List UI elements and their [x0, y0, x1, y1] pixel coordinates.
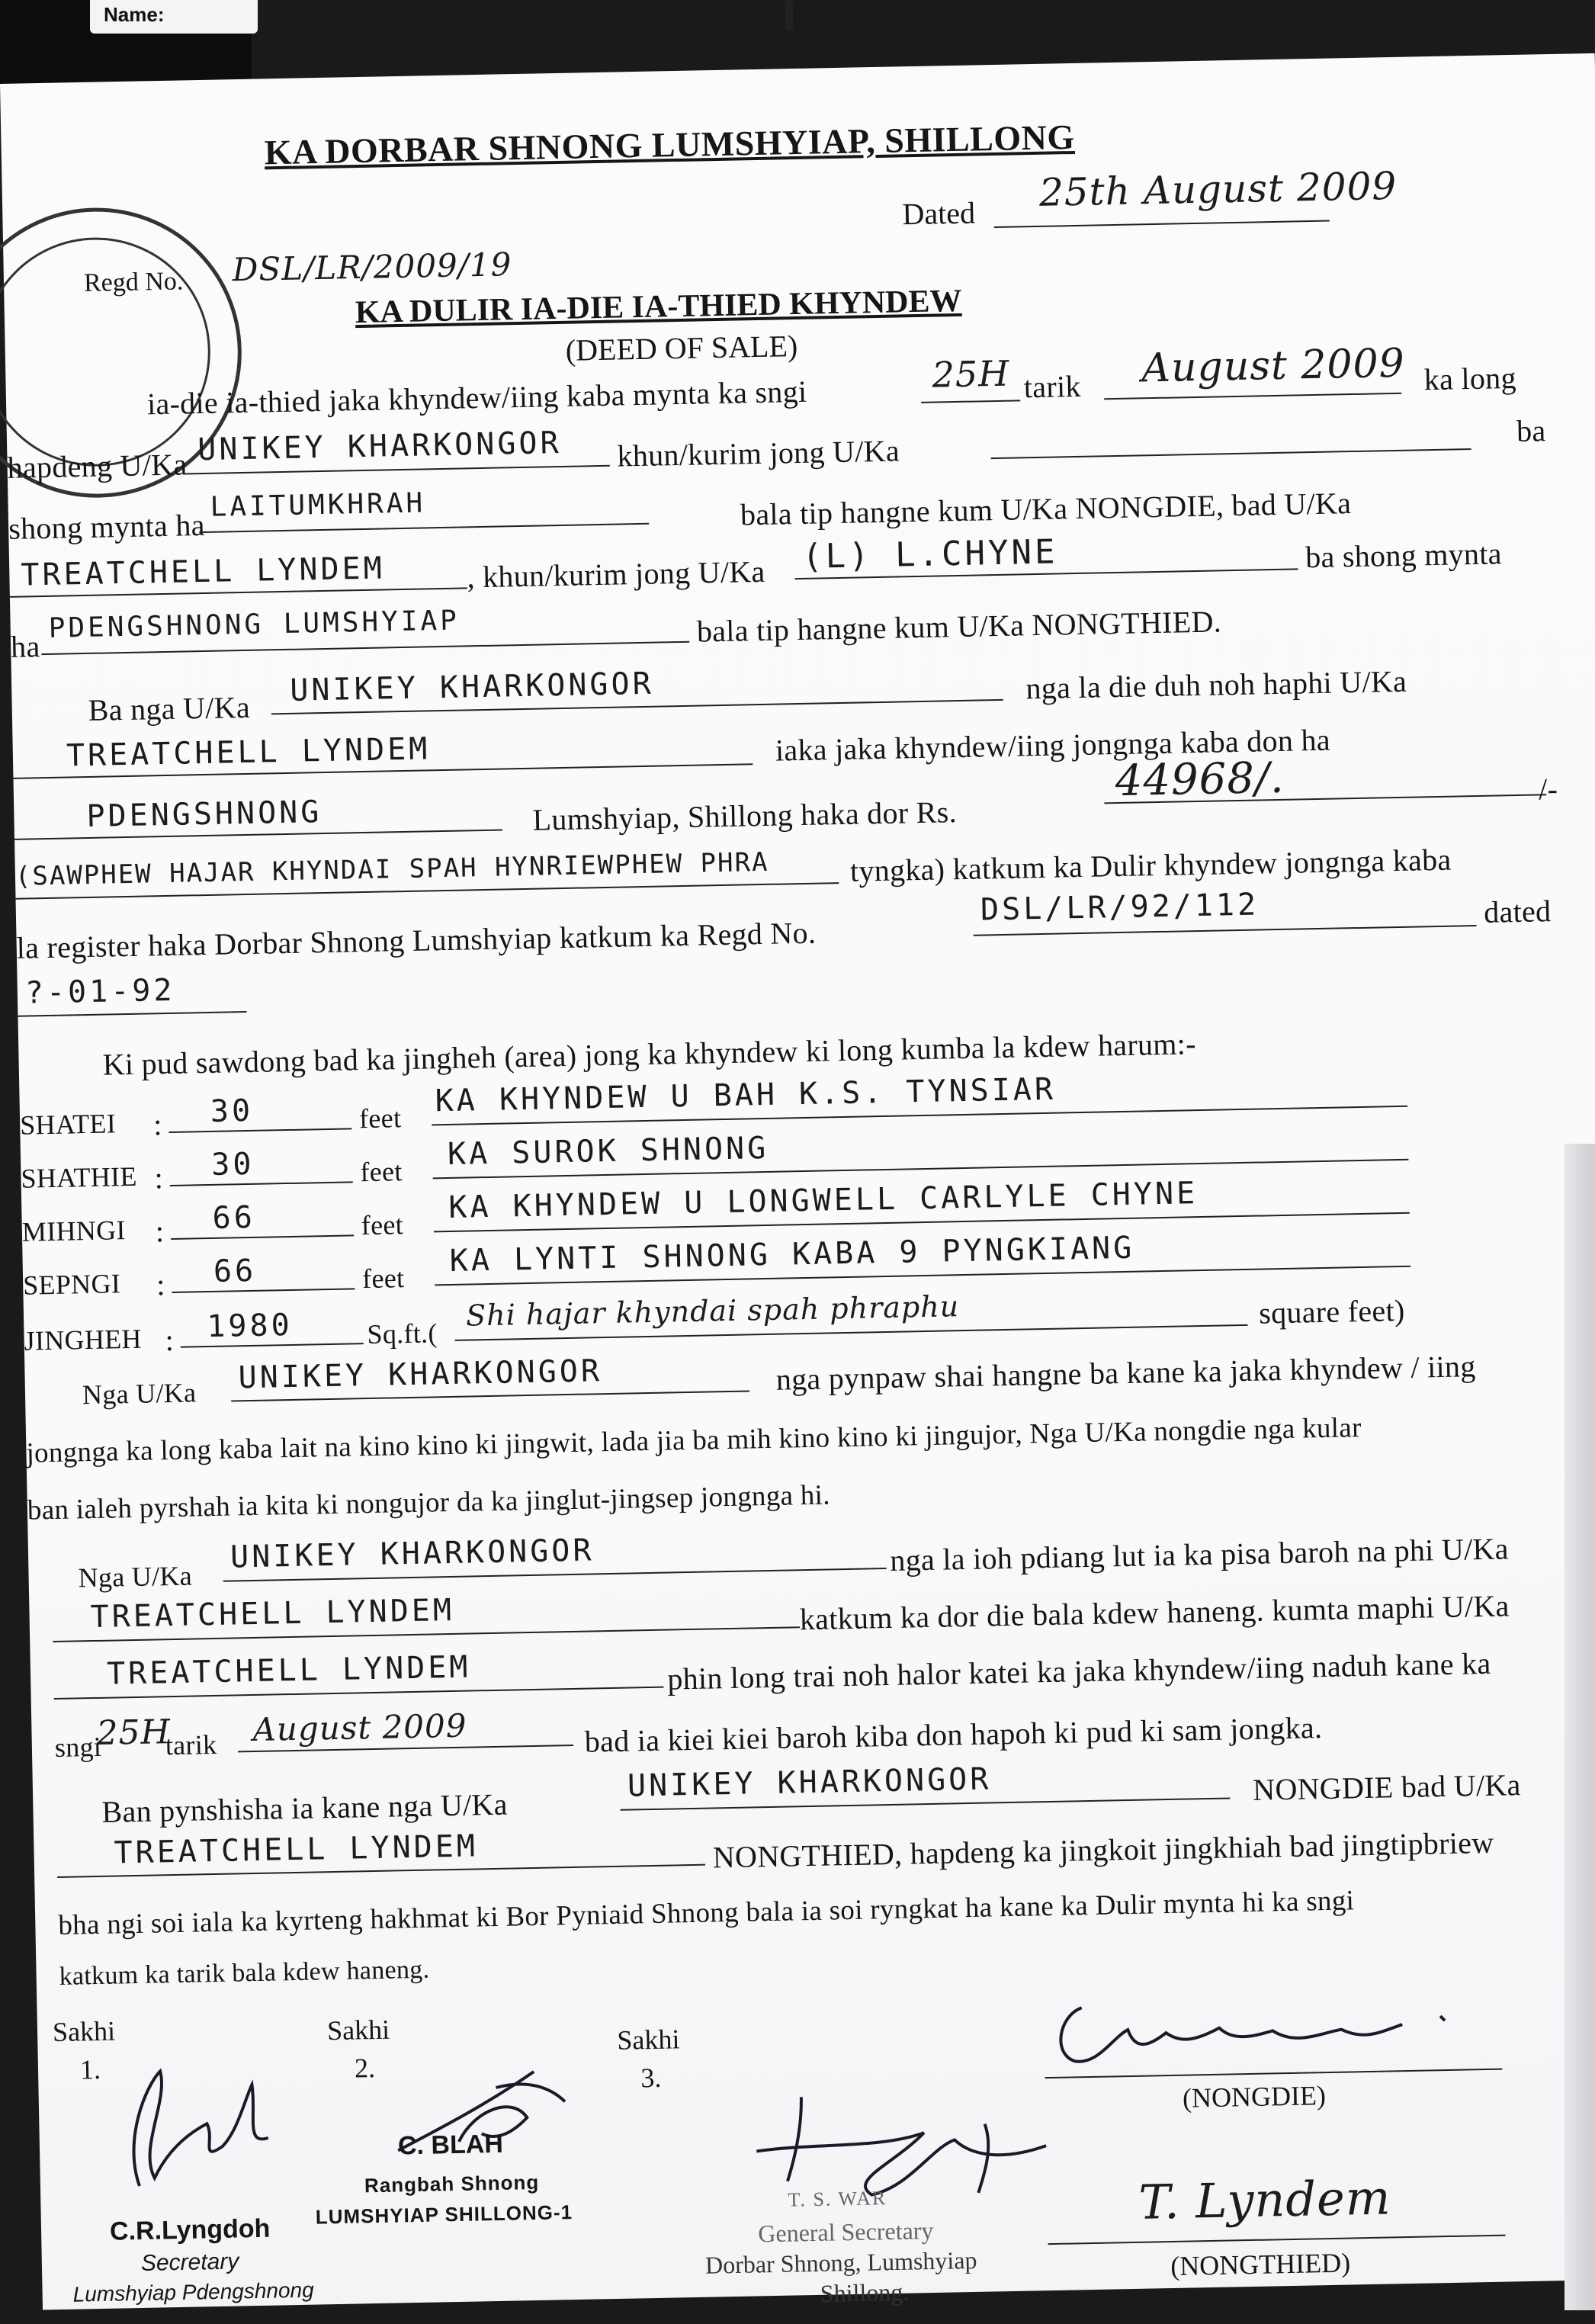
deed-title: KA DULIR IA-DIE IA-THIED KHYNDEW: [355, 283, 962, 331]
regd-label: Regd No.: [83, 267, 184, 297]
witness-3-label: Sakhi: [617, 2024, 680, 2056]
sale-amount: 44968/.: [1115, 753, 1285, 807]
boundary-feet-line: [172, 1288, 355, 1293]
sale-month-line: [1104, 393, 1401, 400]
register-clause: la register haka Dorbar Shnong Lumshyiap katkum ka Regd No.: [16, 915, 817, 965]
ka-long: ka long: [1423, 360, 1517, 397]
boundary-feet-line: [168, 1128, 351, 1133]
boundaries-intro: Ki pud sawdong bad ka jingheh (area) jong ka khyndew ki long kumba la kdew harum:-: [102, 1026, 1197, 1082]
jingheh-words: Shi hajar khyndai spah phraphu: [465, 1289, 960, 1333]
ha: ha: [10, 629, 40, 664]
witness-2-title-stamp: Rangbah Shnong: [364, 2170, 540, 2197]
dated-value: 25th August 2009: [1038, 163, 1398, 215]
witness-3-city-stamp: Shillong.: [820, 2277, 910, 2307]
boundary-feet: 30: [210, 1146, 255, 1183]
para3-seller: UNIKEY KHARKONGOR: [627, 1761, 992, 1804]
jingheh-unit: Sq.ft.(: [367, 1318, 438, 1350]
seller-place-line: [199, 523, 649, 533]
para2-g: bad ia kiei kiei baroh kiba don hapoh ki pud ki sam jongka.: [584, 1710, 1323, 1759]
witness-2-org-stamp: LUMSHYIAP SHILLONG-1: [315, 2200, 573, 2229]
square-feet: square feet): [1258, 1292, 1405, 1331]
para2-c: katkum ka dor die bala kdew haneng. kumta maphi U/Ka: [799, 1588, 1510, 1637]
para1-seller: UNIKEY KHARKONGOR: [238, 1353, 603, 1396]
boundary-feet: 66: [212, 1199, 256, 1236]
die-duh-noh: nga la die duh noh haphi U/Ka: [1025, 663, 1407, 706]
buyer-place: PDENGSHNONG LUMSHYIAP: [48, 605, 461, 644]
ba: ba: [1516, 413, 1546, 448]
nongthied-label: (NONGTHIED): [1170, 2247, 1351, 2282]
name-label: Name:: [104, 3, 165, 26]
boundaries-section: SHATEI : 30 feet KA KHYNDEW U BAH K.S. TYNSIAR SHATHIE : 30 feet KA SUROK SHNONG MIHNGI : 66 feet KA KHYNDEW U LONGWELL CARLYLE CHYNE SEPNGI : 66 feet KA LYNTI SHNONG KABA 9 PYNGKIANG: [0, 53, 1595, 84]
witness-3-num: 3.: [640, 2062, 662, 2094]
deed-subtitle: (DEED OF SALE): [565, 328, 798, 368]
boundary-desc: KA LYNTI SHNONG KABA 9 PYNGKIANG: [449, 1230, 1135, 1279]
witness-1-signature-icon: [91, 2053, 292, 2194]
para2-start: Nga U/Ka: [78, 1560, 193, 1594]
khun-kurim-2: , khun/kurim jong U/Ka: [467, 554, 765, 595]
buyer-signature: T. Lyndem: [1138, 2169, 1392, 2230]
body-line-1: ia-die ia-thied jaka khyndew/iing kaba mynta ka sngi: [146, 374, 807, 422]
sale-day: 25H: [932, 352, 1010, 396]
para1-start: Nga U/Ka: [82, 1377, 197, 1411]
para3-d: bha ngi soi iala ka kyrteng hakhmat ki Bor Pyniaid Shnong bala ia soi ryngkat ha kane ka Dulir mynta hi ka sngi: [57, 1885, 1355, 1941]
boundary-feet-line: [170, 1181, 353, 1186]
nongdie-label: (NONGDIE): [1182, 2080, 1327, 2114]
khun-kurim: khun/kurim jong U/Ka: [617, 433, 900, 473]
para3-b: NONGDIE bad U/Ka: [1252, 1767, 1522, 1807]
boundary-feet: 66: [213, 1253, 257, 1289]
witness-1-title-stamp: Secretary: [140, 2249, 239, 2276]
seller-signature-icon: [1043, 1985, 1471, 2077]
boundary-feet: 30: [210, 1093, 254, 1129]
rs-suffix: /-: [1538, 771, 1558, 807]
boundary-label: MIHNGI: [21, 1215, 127, 1247]
seller-name: UNIKEY KHARKONGOR: [197, 425, 563, 468]
dated-line: [994, 220, 1330, 228]
previous-regd-no: DSL/LR/92/112: [980, 887, 1260, 928]
body-line-2: hapdeng U/Ka: [7, 447, 188, 485]
para3-c: NONGTHIED, hapdeng ka jingkoit jingkhiah bad jingtipbriew: [712, 1825, 1494, 1875]
witness-3-name-stamp: T. S. WAR: [788, 2187, 887, 2211]
witness-2-num: 2.: [354, 2053, 376, 2084]
para2-buyer-2: TREATCHELL LYNDEM: [106, 1649, 471, 1692]
seller-father-line: [991, 448, 1471, 459]
boundary-desc: KA KHYNDEW U LONGWELL CARLYLE CHYNE: [448, 1176, 1199, 1225]
seller-name-2: UNIKEY KHARKONGOR: [289, 666, 655, 708]
buyer-signature-line: [1048, 2235, 1506, 2245]
dated-label-2: dated: [1483, 894, 1552, 929]
para1-b: nga pynpaw shai hangne ba kane ka jaka khyndew / iing: [775, 1349, 1476, 1397]
nongdie-clause: bala tip hangne kum U/Ka NONGDIE, bad U/Ka: [740, 486, 1352, 532]
boundary-unit: feet: [361, 1209, 404, 1241]
witness-3-title-stamp: General Secretary: [757, 2216, 934, 2248]
para2-month: August 2009: [252, 1706, 467, 1749]
boundary-unit: feet: [358, 1103, 402, 1135]
boundary-unit: feet: [360, 1156, 403, 1188]
sngi-label: sngi: [54, 1731, 102, 1764]
dated-label: Dated: [902, 195, 976, 232]
buyer-name-2: TREATCHELL LYNDEM: [66, 731, 431, 774]
para2-day: 25H: [96, 1713, 172, 1753]
para3-start: Ban pynshisha ia kane nga U/Ka: [101, 1786, 509, 1829]
witness-1-org-stamp: Lumshyiap Pdengshnong: [72, 2277, 314, 2306]
para1-d: ban ialeh pyrshah ia kita ki nongujor da ka jinglut-jingsep jongnga hi.: [27, 1479, 831, 1526]
para2-seller: UNIKEY KHARKONGOR: [229, 1533, 595, 1575]
witness-1-num: 1.: [79, 2053, 101, 2085]
binder-mark: [785, 0, 793, 30]
deed-document: KA DORBAR SHNONG LUMSHYIAP, SHILLONG Dated 25th August 2009 Regd No. DSL/LR/2009/19 KA DULIR IA-DIE IA-THIED KHYNDEW (DEED OF SALE) ia-die ia-thied jaka khyndew/iing kaba mynta ka sngi 25H tarik August 2009 ka long hapdeng U/Ka UNIKEY KHARKONGOR khun/kurim jong U/Ka ba shong mynta ha LAITUMKHRAH bala tip hangne kum U/Ka NONGDIE, bad U/Ka TREATCHELL LYNDEM , khun/kurim jong U/Ka (L) L.CHYNE ba shong mynta ha PDENGSHNONG LUMSHYIAP bala tip hangne kum U/Ka NONGTHIED. Ba nga U/Ka UNIKEY KHARKONGOR nga la die duh noh haphi U/Ka TREATCHELL LYNDEM iaka jaka khyndew/iing jongnga kaba don ha PDENGSHNONG Lumshyiap, Shillong haka dor Rs. 44968/. /- (SAWPHEW HAJAR KHYNDAI SPAH HYNRIEWPHEW PHRA tyngka) katkum ka Dulir khyndew jongnga kaba la register haka Dorbar Shnong Lumshyiap katkum ka Regd No. DSL/LR/92/112 dated ?-01-92 Ki pud sawdong bad ka jingheh (area) jong ka khyndew ki long kumba la kdew harum:- SHATEI : 30 feet KA KHYNDEW U BAH K.S. TYNSIAR SHATHIE : 30 feet KA SUROK SHNONG MIHNGI : 66 feet KA KHYNDEW U LONGWELL CARLYLE CHYNE SEPNGI : 66 feet KA LYNTI SHNONG KABA 9 PYNGKIANG JINGHEH : 1980 Sq.ft.( Shi hajar khyndai spah phraphu square feet) Nga U/Ka UNIKEY KHARKONGOR nga pynpaw shai hangne ba kane ka jaka khyndew / iing jongnga ka long kaba lait na kino kino ki jingwit, lada jia ba mih kino kino ki jingujor, Nga U/Ka nongdie nga kular ban ialeh pyrshah ia kita ki nongujor da ka jinglut-jingsep jongnga hi. Nga U/Ka UNIKEY KHARKONGOR nga la ioh pdiang lut ia ka pisa baroh na phi U/Ka TREATCHELL LYNDEM katkum ka dor die bala kdew haneng. kumta maphi U/Ka TREATCHELL LYNDEM phin long trai noh halor katei ka jaka khyndew/iing naduh kane ka sngi 25H tarik August 2009 bad ia kiei kiei baroh kiba don hapoh ki pud ki sam jongka. Ban pynshisha ia kane nga U/Ka UNIKEY KHARKONGOR NONGDIE bad U/Ka TREATCHELL LYNDEM NONGTHIED, hapdeng ka jingkoit jingkhiah bad jingtipbriew bha ngi soi iala ka kyrteng hakhmat ki Bor Pyniaid Shnong bala ia soi ryngkat ha kane ka Dulir mynta hi ka sngi katkum ka tarik bala kdew haneng. Sakhi 1. Sakhi 2. Sakhi 3. C.R.Lyngdoh Secretary Lumshyiap Pdengshnong C. BLAH Rangbah Shnong LUMSHYIAP SHILLONG-1 T. S. WAR General Secretary Dorbar Shnong, Lumshyiap Shillong. (NONGDIE) T. Lyndem (NONGTHIED): [0, 53, 1595, 2310]
boundary-label: SHATHIE: [21, 1160, 138, 1194]
nongthied-clause: bala tip hangne kum U/Ka NONGTHIED.: [696, 604, 1222, 649]
para1-c: jongnga ka long kaba lait na kino kino ki jingwit, lada jia ba mih kino kino ki jingujor, Nga U/Ka nongdie nga kular: [26, 1412, 1362, 1469]
ba-shong-mynta: ba shong mynta: [1305, 536, 1503, 575]
para2-buyer: TREATCHELL LYNDEM: [90, 1592, 455, 1635]
boundary-desc: KA SUROK SHNONG: [447, 1130, 769, 1172]
para3-buyer: TREATCHELL LYNDEM: [114, 1828, 479, 1871]
jingheh-label: JINGHEH: [24, 1323, 143, 1356]
boundary-label: SHATEI: [19, 1108, 117, 1141]
paper-edge: [1565, 1144, 1595, 2310]
boundary-label: SEPNGI: [22, 1268, 121, 1301]
buyer-father: (L) L.CHYNE: [801, 532, 1058, 576]
seller-place: LAITUMKHRAH: [210, 487, 426, 523]
boundary-feet-line: [171, 1234, 354, 1240]
regd-value: DSL/LR/2009/19: [232, 246, 512, 289]
tarik-label-2: tarik: [165, 1729, 217, 1761]
previous-regd-date: ?-01-92: [24, 972, 175, 1011]
body-line-3: shong mynta ha: [8, 507, 206, 546]
lumshyiap-dor: Lumshyiap, Shillong haka dor Rs.: [532, 794, 958, 837]
witness-3-org-stamp: Dorbar Shnong, Lumshyiap: [704, 2245, 977, 2279]
witness-1-label: Sakhi: [52, 2015, 116, 2048]
document-title: KA DORBAR SHNONG LUMSHYIAP, SHILLONG: [264, 117, 1076, 172]
ba-nga: Ba nga U/Ka: [88, 689, 251, 727]
tarik-label: tarik: [1023, 368, 1082, 405]
jingheh-value: 1980: [206, 1307, 294, 1345]
para2-b: nga la ioh pdiang lut ia ka pisa baroh na phi U/Ka: [889, 1531, 1510, 1578]
jaka-khyndew: iaka jaka khyndew/iing jongnga kaba don ha: [775, 722, 1331, 768]
para2-d: phin long trai noh halor katei ka jaka khyndew/iing naduh kane ka: [666, 1645, 1491, 1696]
witness-2-label: Sakhi: [326, 2014, 390, 2046]
buyer-place-line: [41, 641, 689, 655]
land-location: PDENGSHNONG: [86, 794, 323, 834]
sale-day-line: [921, 400, 1020, 403]
para3-e: katkum ka tarik bala kdew haneng.: [59, 1955, 430, 1991]
previous-regd-date-line: [18, 1011, 246, 1017]
amount-words: (SAWPHEW HAJAR KHYNDAI SPAH HYNRIEWPHEW PHRA: [14, 846, 769, 892]
buyer-name: TREATCHELL LYNDEM: [20, 551, 386, 593]
witness-2-name-stamp: C. BLAH: [397, 2129, 504, 2161]
tyngka-clause: tyngka) katkum ka Dulir khyndew jongnga kaba: [849, 842, 1452, 888]
sale-month: August 2009: [1141, 340, 1406, 392]
witness-1-name-stamp: C.R.Lyngdoh: [109, 2213, 271, 2246]
boundary-unit: feet: [361, 1263, 405, 1295]
name-slip: [90, 0, 258, 34]
boundary-desc: KA KHYNDEW U BAH K.S. TYNSIAR: [435, 1071, 1057, 1119]
previous-regd-line: [974, 925, 1477, 936]
